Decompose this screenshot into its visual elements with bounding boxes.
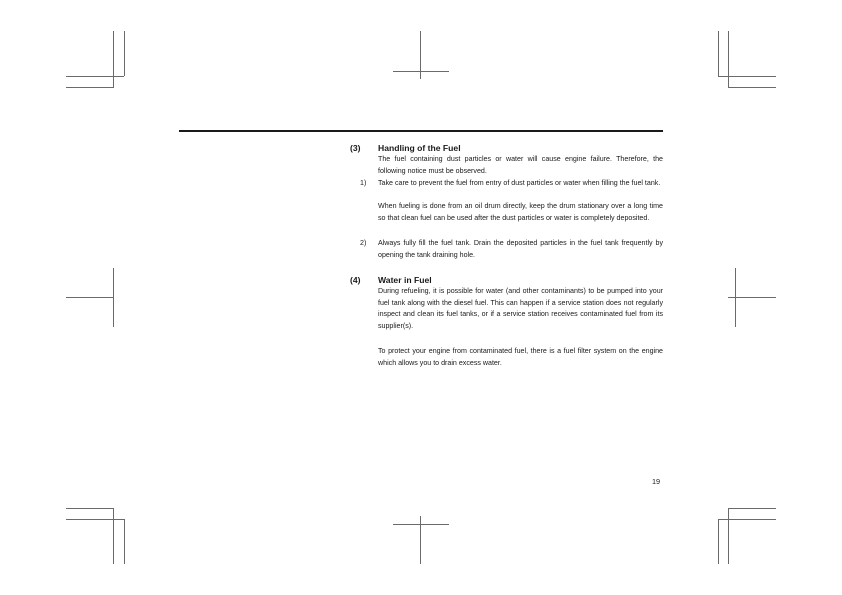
list-item-text: Take care to prevent the fuel from entry of dust particles or water when filling the fuel tank. <box>378 179 661 187</box>
section-title: Water in Fuel <box>378 275 432 285</box>
list-item-text: Always fully fill the fuel tank. Drain the deposited particles in the fuel tank frequently by opening the tank draining hole. <box>378 239 663 259</box>
list-item-number: 1) <box>360 179 367 187</box>
section-title: Handling of the Fuel <box>378 143 461 153</box>
section-paragraph: During refueling, it is possible for water (and other contaminants) to be pumped into your fuel tank along with the diesel fuel. This can happen if a service station does not regularly inspect and clean its fuel tanks, or if a service station receives contaminated fuel from its supplier(s). <box>378 287 663 330</box>
list-item-number: 2) <box>360 239 367 247</box>
section-intro: The fuel containing dust particles or water will cause engine failure. Therefore, the following notice must be observed. <box>378 155 663 175</box>
header-rule <box>179 130 663 132</box>
list-item-text: When fueling is done from an oil drum directly, keep the drum stationary over a long time so that clean fuel can be used after the dust particles or water is completely deposited. <box>378 202 663 222</box>
section-number: (3) <box>350 143 361 153</box>
page-number: 19 <box>652 477 661 486</box>
section-paragraph: To protect your engine from contaminated fuel, there is a fuel filter system on the engine which allows you to drain excess water. <box>378 347 663 367</box>
section-number: (4) <box>350 275 361 285</box>
